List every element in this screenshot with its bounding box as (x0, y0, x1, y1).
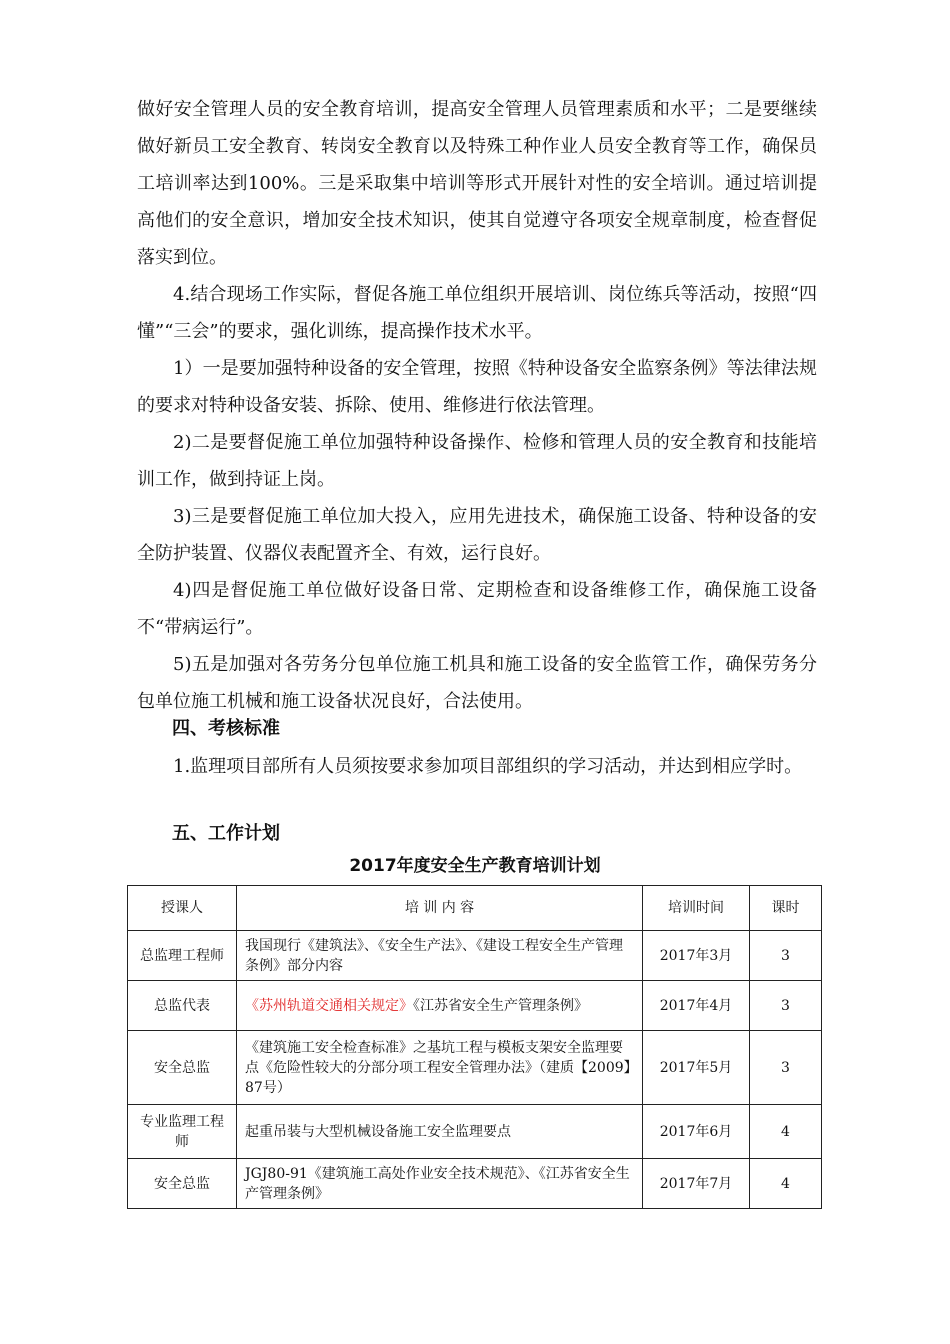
highlighted-regulation: 《苏州轨道交通相关规定》 (245, 997, 413, 1014)
header-teacher: 授课人 (128, 886, 237, 931)
table-row (128, 981, 822, 1031)
paragraph-training-intro: 做好安全管理人员的安全教育培训，提高安全管理人员管理素质和水平；二是要继续做好新员工安全教育、转岗安全教育以及特殊工种作业人员安全教育等工作，确保员工培训率达到100%。三是采取集中培训等形式开展针对性的安全培训。通过培训提高他们的安全意识，增加安全技术知识，使其自觉遵守各项安全规章制度，检查督促落实到位。 (137, 99, 817, 268)
cell-hours: 3 (750, 931, 822, 981)
cell-teacher: 安全总监 (128, 1031, 237, 1105)
cell-hours: 4 (750, 1159, 822, 1209)
cell-content-rest: 《江苏省安全生产管理条例》 (413, 997, 588, 1014)
table-header-row (128, 886, 822, 931)
training-plan-table (127, 885, 822, 1209)
cell-time: 2017年4月 (643, 981, 750, 1031)
cell-time: 2017年6月 (643, 1105, 750, 1159)
cell-content: 《建筑施工安全检查标准》之基坑工程与模板支架安全监理要点《危险性较大的分部分项工程安全管理办法》（建质【2009】87号） (237, 1031, 643, 1105)
table-row (128, 1159, 822, 1209)
section-heading-work-plan: 五、工作计划 (172, 823, 280, 844)
table-title: 2017年度安全生产教育培训计划 (349, 856, 601, 876)
header-content: 培 训 内 容 (237, 886, 643, 931)
table-row (128, 931, 822, 981)
cell-teacher: 总监代表 (128, 981, 237, 1031)
cell-teacher: 专业监理工程师 (128, 1105, 237, 1159)
cell-time: 2017年5月 (643, 1031, 750, 1105)
section-heading-assessment: 四、考核标准 (172, 718, 280, 739)
paragraph-subitem-1: 1）一是要加强特种设备的安全管理，按照《特种设备安全监察条例》等法律法规的要求对特种设备安装、拆除、使用、维修进行依法管理。 (137, 358, 817, 416)
cell-content: 起重吊装与大型机械设备施工安全监理要点 (237, 1105, 643, 1159)
header-hours: 课时 (750, 886, 822, 931)
cell-content: 我国现行《建筑法》、《安全生产法》、《建设工程安全生产管理条例》部分内容 (237, 931, 643, 981)
paragraph-subitem-4: 4)四是督促施工单位做好设备日常、定期检查和设备维修工作，确保施工设备不“带病运行”。 (137, 580, 817, 638)
cell-hours: 3 (750, 1031, 822, 1105)
paragraph-item-4: 4.结合现场工作实际，督促各施工单位组织开展培训、岗位练兵等活动，按照“四懂”“三会”的要求，强化训练，提高操作技术水平。 (137, 284, 817, 342)
cell-hours: 4 (750, 1105, 822, 1159)
cell-content (237, 981, 643, 1031)
cell-teacher: 总监理工程师 (128, 931, 237, 981)
table-row (128, 1031, 822, 1105)
cell-time: 2017年7月 (643, 1159, 750, 1209)
cell-time: 2017年3月 (643, 931, 750, 981)
header-time: 培训时间 (643, 886, 750, 931)
table-row (128, 1105, 822, 1159)
paragraph-subitem-2: 2)二是要督促施工单位加强特种设备操作、检修和管理人员的安全教育和技能培训工作，做到持证上岗。 (137, 432, 817, 490)
paragraph-assessment-1: 1.监理项目部所有人员须按要求参加项目部组织的学习活动，并达到相应学时。 (173, 756, 803, 777)
paragraph-subitem-3: 3)三是要督促施工单位加大投入，应用先进技术，确保施工设备、特种设备的安全防护装置、仪器仪表配置齐全、有效，运行良好。 (137, 506, 817, 564)
cell-hours: 3 (750, 981, 822, 1031)
paragraph-subitem-5: 5)五是加强对各劳务分包单位施工机具和施工设备的安全监管工作，确保劳务分包单位施工机械和施工设备状况良好，合法使用。 (137, 654, 817, 712)
cell-content: JGJ80-91《建筑施工高处作业安全技术规范》、《江苏省安全生产管理条例》 (237, 1159, 643, 1209)
cell-teacher: 安全总监 (128, 1159, 237, 1209)
